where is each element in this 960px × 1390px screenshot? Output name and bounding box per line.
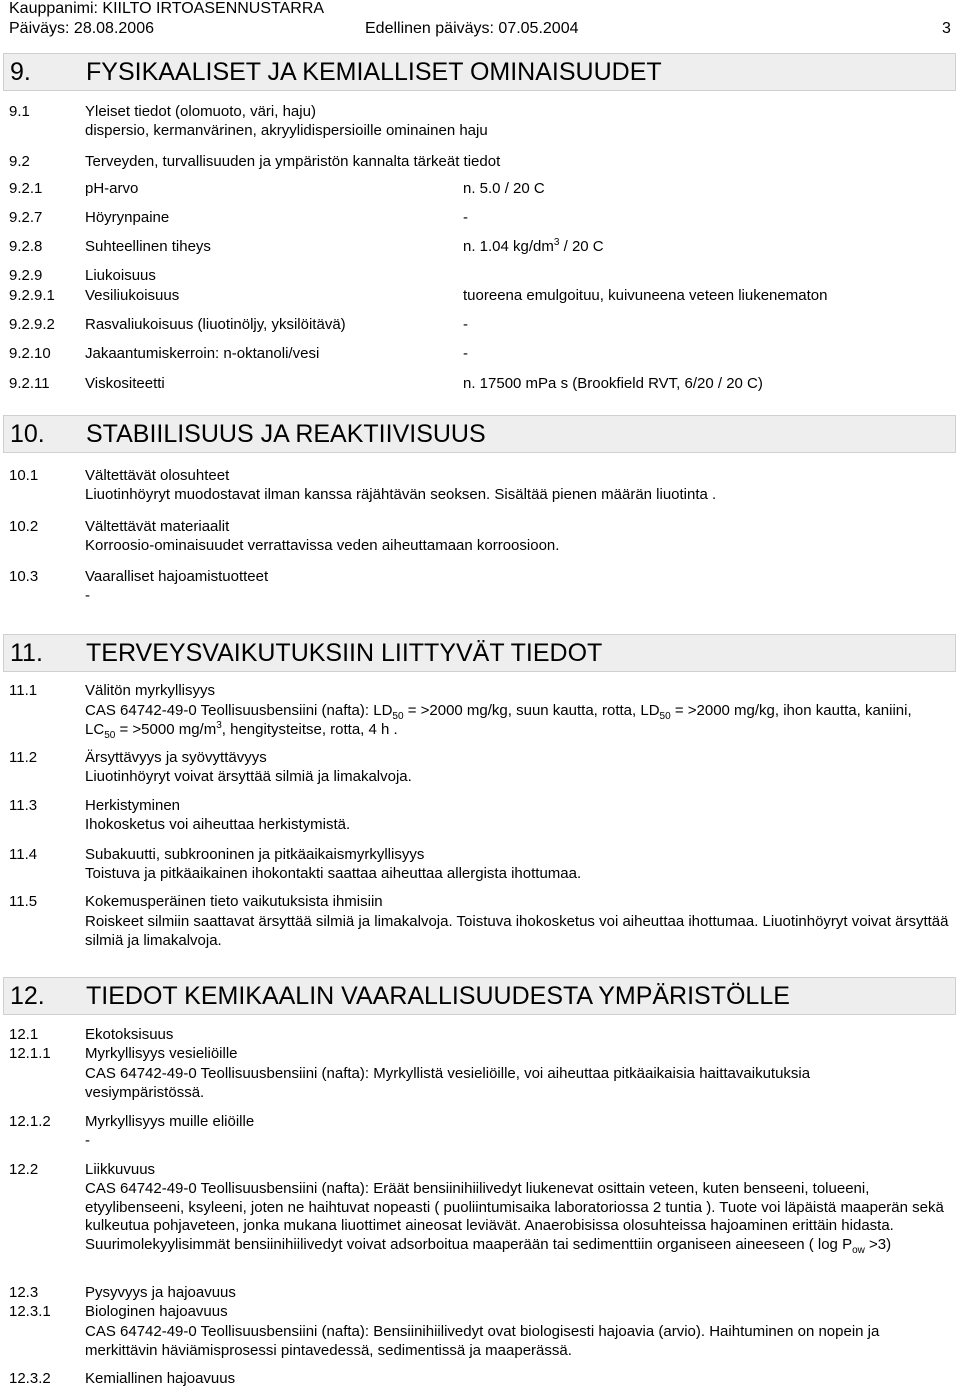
density-exponent: 3 (553, 237, 560, 248)
item-label: Höyrynpaine (85, 209, 170, 226)
item-number: 11.5 (9, 893, 38, 910)
item-text: - (85, 587, 90, 604)
subscript: 50 (659, 711, 671, 722)
text-part: = >2000 mg/kg, suun kautta, rotta, LD (403, 702, 660, 719)
section-title: STABIILISUUS JA REAKTIIVISUUS (86, 420, 486, 448)
item-text: CAS 64742-49-0 Teollisuusbensiini (nafta): Bensiinihiilivedyt ovat biologisesti hajoavia (arvio). Haihtuminen on nopein ja merkittävin häviämisprosessi pintavedessä, sedimentissä ja maaperässä. (85, 1323, 880, 1359)
item-label: Rasvaliukoisuus (liuotinöljy, yksilöitävä) (85, 316, 346, 333)
item-text: CAS 64742-49-0 Teollisuusbensiini (nafta): Myrkyllistä vesieliöille, voi aiheuttaa pitkäaikaisia haittavaikutuksia vesiympäristössä. (85, 1065, 811, 1101)
item-text: - (85, 1132, 90, 1149)
header-page-number: 3 (942, 20, 951, 37)
header-seller: Kauppanimi: KIILTO IRTOASENNUSTARRA (9, 0, 325, 17)
item-number: 12.2 (9, 1161, 39, 1178)
section-number: 12. (10, 982, 45, 1010)
text-part: >3) (864, 1235, 892, 1253)
item-label: Välitön myrkyllisyys (85, 682, 216, 699)
item-number: 11.4 (9, 846, 38, 863)
item-number: 11.2 (9, 749, 38, 766)
text-part: CAS 64742-49-0 Teollisuusbensiini (nafta): LD (85, 702, 393, 719)
item-number: 12.3.2 (9, 1370, 51, 1387)
item-label: Vaaralliset hajoamistuotteet (85, 568, 269, 585)
item-label: Kokemusperäinen tieto vaikutuksista ihmisiin (85, 893, 383, 910)
item-number: 9.1 (9, 103, 30, 120)
section-number: 11. (10, 639, 43, 667)
mobility-text (85, 1180, 947, 1254)
item-number: 9.2 (9, 153, 30, 170)
item-label: Herkistyminen (85, 797, 181, 814)
item-label: Ärsyttävyys ja syövyttävyys (85, 749, 267, 766)
density-value (463, 238, 604, 256)
fat-solubility-value: - (463, 316, 468, 333)
water-solubility-value: tuoreena emulgoituu, kuivuneena veteen liukenematon (463, 287, 828, 304)
item-number: 12.3.1 (9, 1303, 51, 1320)
text-part: = >2000 mg/kg, ihon kautta, kaniini, LC (85, 702, 912, 738)
section-title: TERVEYSVAIKUTUKSIIN LIITTYVÄT TIEDOT (86, 639, 603, 667)
item-label: Ekotoksisuus (85, 1026, 174, 1043)
item-label: pH-arvo (85, 180, 139, 197)
vapour-pressure-value: - (463, 209, 468, 226)
item-number: 9.2.10 (9, 345, 51, 362)
item-number: 10.3 (9, 568, 39, 585)
section-12-heading (3, 977, 956, 1015)
item-text: Toistuva ja pitkäaikainen ihokontakti saattaa aiheuttaa allergista ihottumaa. (85, 865, 582, 882)
item-number: 10.2 (9, 518, 39, 535)
subscript: 50 (104, 729, 116, 741)
item-label: Vältettävät olosuhteet (85, 467, 230, 484)
item-number: 12.1.2 (9, 1113, 51, 1130)
item-label: Myrkyllisyys muille eliöille (85, 1113, 255, 1130)
item-number: 11.3 (9, 797, 38, 814)
item-label: Yleiset tiedot (olomuoto, väri, haju) (85, 103, 316, 120)
density-temperature: / 20 C (559, 238, 604, 255)
partition-coefficient-value: - (463, 345, 468, 362)
item-number: 9.2.7 (9, 209, 43, 226)
section-number: 9. (10, 58, 31, 86)
item-label: Liukoisuus (85, 267, 156, 284)
density-text: n. 1.04 kg/dm (463, 238, 554, 255)
item-number: 12.1 (9, 1026, 39, 1043)
section-10-heading (3, 415, 956, 453)
superscript: 3 (216, 719, 222, 731)
item-number: 9.2.9.2 (9, 316, 55, 333)
item-text: Korroosio-ominaisuudet verrattavissa veden aiheuttamaan korroosioon. (85, 537, 560, 554)
item-text: Liuotinhöyryt muodostavat ilman kanssa räjähtävän seoksen. Sisältää pienen määrän liuotinta . (85, 486, 717, 503)
item-number: 9.2.8 (9, 238, 43, 255)
text-part: , hengitysteitse, rotta, 4 h . (221, 720, 398, 738)
item-number: 9.2.9.1 (9, 287, 55, 304)
item-number: 12.3 (9, 1284, 39, 1301)
section-title: FYSIKAALISET JA KEMIALLISET OMINAISUUDET (86, 58, 662, 86)
section-number: 10. (10, 420, 45, 448)
item-label: Pysyvyys ja hajoavuus (85, 1284, 236, 1301)
acute-toxicity-text (85, 702, 925, 739)
item-number: 9.2.9 (9, 267, 43, 284)
section-title: TIEDOT KEMIKAALIN VAARALLISUUDESTA YMPÄRISTÖLLE (86, 982, 790, 1010)
text-part: CAS 64742-49-0 Teollisuusbensiini (nafta): Eräät bensiinihiilivedyt liukenevat osittain veteen, kuten benseeni, tolueeni, etyylibenseeni, ksyleeni, joten ne haihtuvat nopeasti ( puoliintumisaika laboratoriossa 2 tuntia ). Tuote voi läpäistä maaperän sekä kulkeutua pohjaveteen, jonka mukana liuottimet aineosat leviävät. Anaerobisissa olosuhteissa hajoaminen erittäin hidasta. Suurimolekyylisimmät bensiinihiilivedyt voivat adsorboitua maaperään tai sedimenttiin organiseen aineeseen ( log P (85, 1180, 944, 1253)
item-label: Biologinen hajoavuus (85, 1303, 228, 1320)
subscript: ow (852, 1244, 865, 1256)
item-text: Ihokosketus voi aiheuttaa herkistymistä. (85, 816, 351, 833)
item-number: 9.2.11 (9, 375, 50, 392)
item-number: 10.1 (9, 467, 39, 484)
ph-value: n. 5.0 / 20 C (463, 180, 545, 197)
text-part: = >5000 mg/m (115, 720, 217, 738)
item-number: 11.1 (9, 682, 38, 699)
header-previous-date: Edellinen päiväys: 07.05.2004 (365, 20, 579, 37)
item-number: 9.2.1 (9, 180, 43, 197)
item-text: Roiskeet silmiin saattavat ärsyttää silmiä ja limakalvoja. Toistuva ihokosketus voi aiheuttaa ihottumaa. Liuotinhöyryt voivat ärsyttää silmiä ja limakalvoja. (85, 913, 949, 949)
section-11-heading (3, 634, 956, 672)
section-9-heading (3, 53, 956, 91)
item-label: Viskositeetti (85, 375, 165, 392)
item-label: Jakaantumiskerroin: n-oktanoli/vesi (85, 345, 320, 362)
item-text: Liuotinhöyryt voivat ärsyttää silmiä ja limakalvoja. (85, 768, 412, 785)
item-number: 12.1.1 (9, 1045, 51, 1062)
item-text: dispersio, kermanvärinen, akryylidispersioille ominainen haju (85, 122, 488, 139)
item-label: Terveyden, turvallisuuden ja ympäristön kannalta tärkeät tiedot (85, 153, 501, 170)
item-label: Suhteellinen tiheys (85, 238, 211, 255)
subscript: 50 (392, 711, 404, 722)
item-label: Kemiallinen hajoavuus (85, 1370, 236, 1387)
viscosity-value: n. 17500 mPa s (Brookfield RVT, 6/20 / 20 C) (463, 375, 763, 392)
item-label: Liikkuvuus (85, 1161, 156, 1178)
header-date: Päiväys: 28.08.2006 (9, 20, 154, 37)
item-label: Vesiliukoisuus (85, 287, 180, 304)
item-label: Vältettävät materiaalit (85, 518, 230, 535)
item-label: Subakuutti, subkrooninen ja pitkäaikaismyrkyllisyys (85, 846, 425, 863)
item-label: Myrkyllisyys vesieliöille (85, 1045, 238, 1062)
